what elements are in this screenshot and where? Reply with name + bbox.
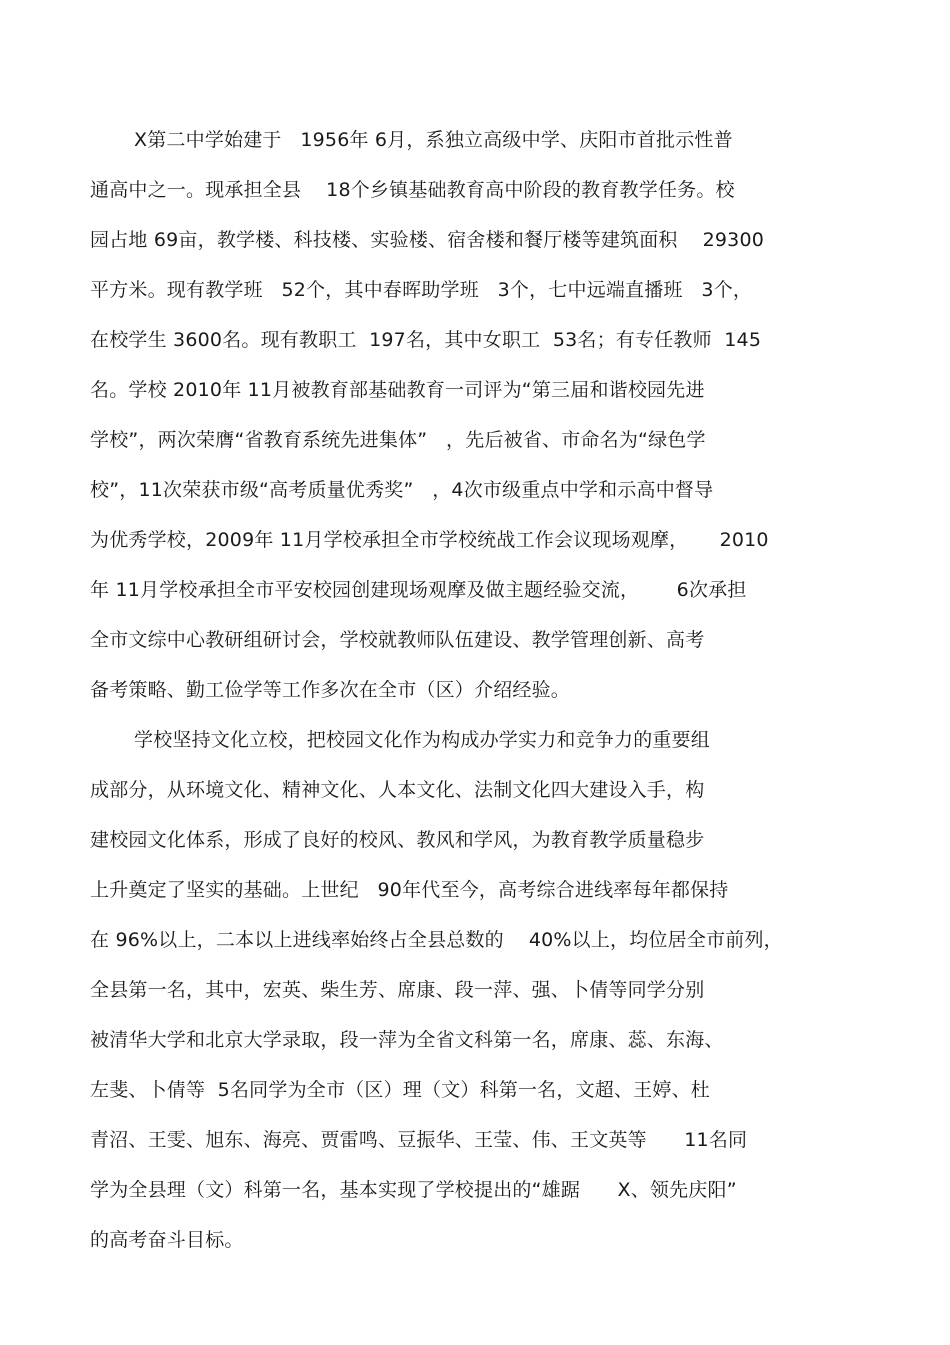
paragraph-2-line-9: 青沼、王雯、旭东、海亮、贾雷鸣、豆振华、王莹、伟、王文英等 11名同 <box>90 1129 748 1151</box>
paragraph-1-line-3: 园占地 69亩，教学楼、科技楼、实验楼、宿舍楼和餐厅楼等建筑面积 29300 <box>90 229 765 251</box>
paragraph-2-line-2: 成部分，从环境文化、精神文化、人本文化、法制文化四大建设入手，构 <box>90 779 705 801</box>
paragraph-1-line-6: 名。学校 2010年 11月被教育部基础教育一司评为“第三届和谐校园先进 <box>90 379 705 401</box>
paragraph-2-line-8: 左斐、卜倩等 5名同学为全市（区）理（文）科第一名，文超、王婷、杜 <box>90 1079 710 1101</box>
paragraph-2-line-4: 上升奠定了坚实的基础。上世纪 90年代至今，高考综合进线率每年都保持 <box>90 879 729 901</box>
paragraph-2-line-5: 在 96%以上，二本以上进线率始终占全县总数的 40%以上，均位居全市前列， <box>90 929 783 951</box>
paragraph-2-line-10: 学为全县理（文）科第一名，基本实现了学校提出的“雄踞 X、领先庆阳” <box>90 1179 737 1201</box>
paragraph-2-line-3: 建校园文化体系，形成了良好的校风、教风和学风，为教育教学质量稳步 <box>90 829 705 851</box>
paragraph-2-line-11: 的高考奋斗目标。 <box>90 1229 244 1251</box>
paragraph-1-line-8: 校”，11次荣获市级“高考质量优秀奖” ，4次市级重点中学和示高中督导 <box>90 479 714 501</box>
paragraph-1-line-4: 平方米。现有教学班 52个，其中春晖助学班 3个，七中远端直播班 3个， <box>90 279 753 301</box>
paragraph-2-line-1: 学校坚持文化立校，把校园文化作为构成办学实力和竞争力的重要组 <box>134 729 711 751</box>
paragraph-1-line-10: 年 11月学校承担全市平安校园创建现场观摩及做主题经验交流， 6次承担 <box>90 579 747 601</box>
paragraph-1-line-2: 通高中之一。现承担全县 18个乡镇基础教育高中阶段的教育教学任务。校 <box>90 179 735 201</box>
paragraph-1-line-7: 学校”，两次荣膺“省教育系统先进集体” ，先后被省、市命名为“绿色学 <box>90 429 706 451</box>
paragraph-1-line-9: 为优秀学校，2009年 11月学校承担全市学校统战工作会议现场观摩， 2010 <box>90 529 769 551</box>
paragraph-1-line-11: 全市文综中心教研组研讨会，学校就教师队伍建设、教学管理创新、高考 <box>90 629 705 651</box>
paragraph-1-line-1: X第二中学始建于 1956年 6月，系独立高级中学、庆阳市首批示性普 <box>134 129 733 151</box>
paragraph-2-line-7: 被清华大学和北京大学录取，段一萍为全省文科第一名，席康、蕊、东海、 <box>90 1029 724 1051</box>
paragraph-1-line-12: 备考策略、勤工俭学等工作多次在全市（区）介绍经验。 <box>90 679 571 701</box>
paragraph-1-line-5: 在校学生 3600名。现有教职工 197名，其中女职工 53名；有专任教师 145 <box>90 329 762 351</box>
paragraph-2-line-6: 全县第一名，其中，宏英、柴生芳、席康、段一萍、强、卜倩等同学分别 <box>90 979 705 1001</box>
